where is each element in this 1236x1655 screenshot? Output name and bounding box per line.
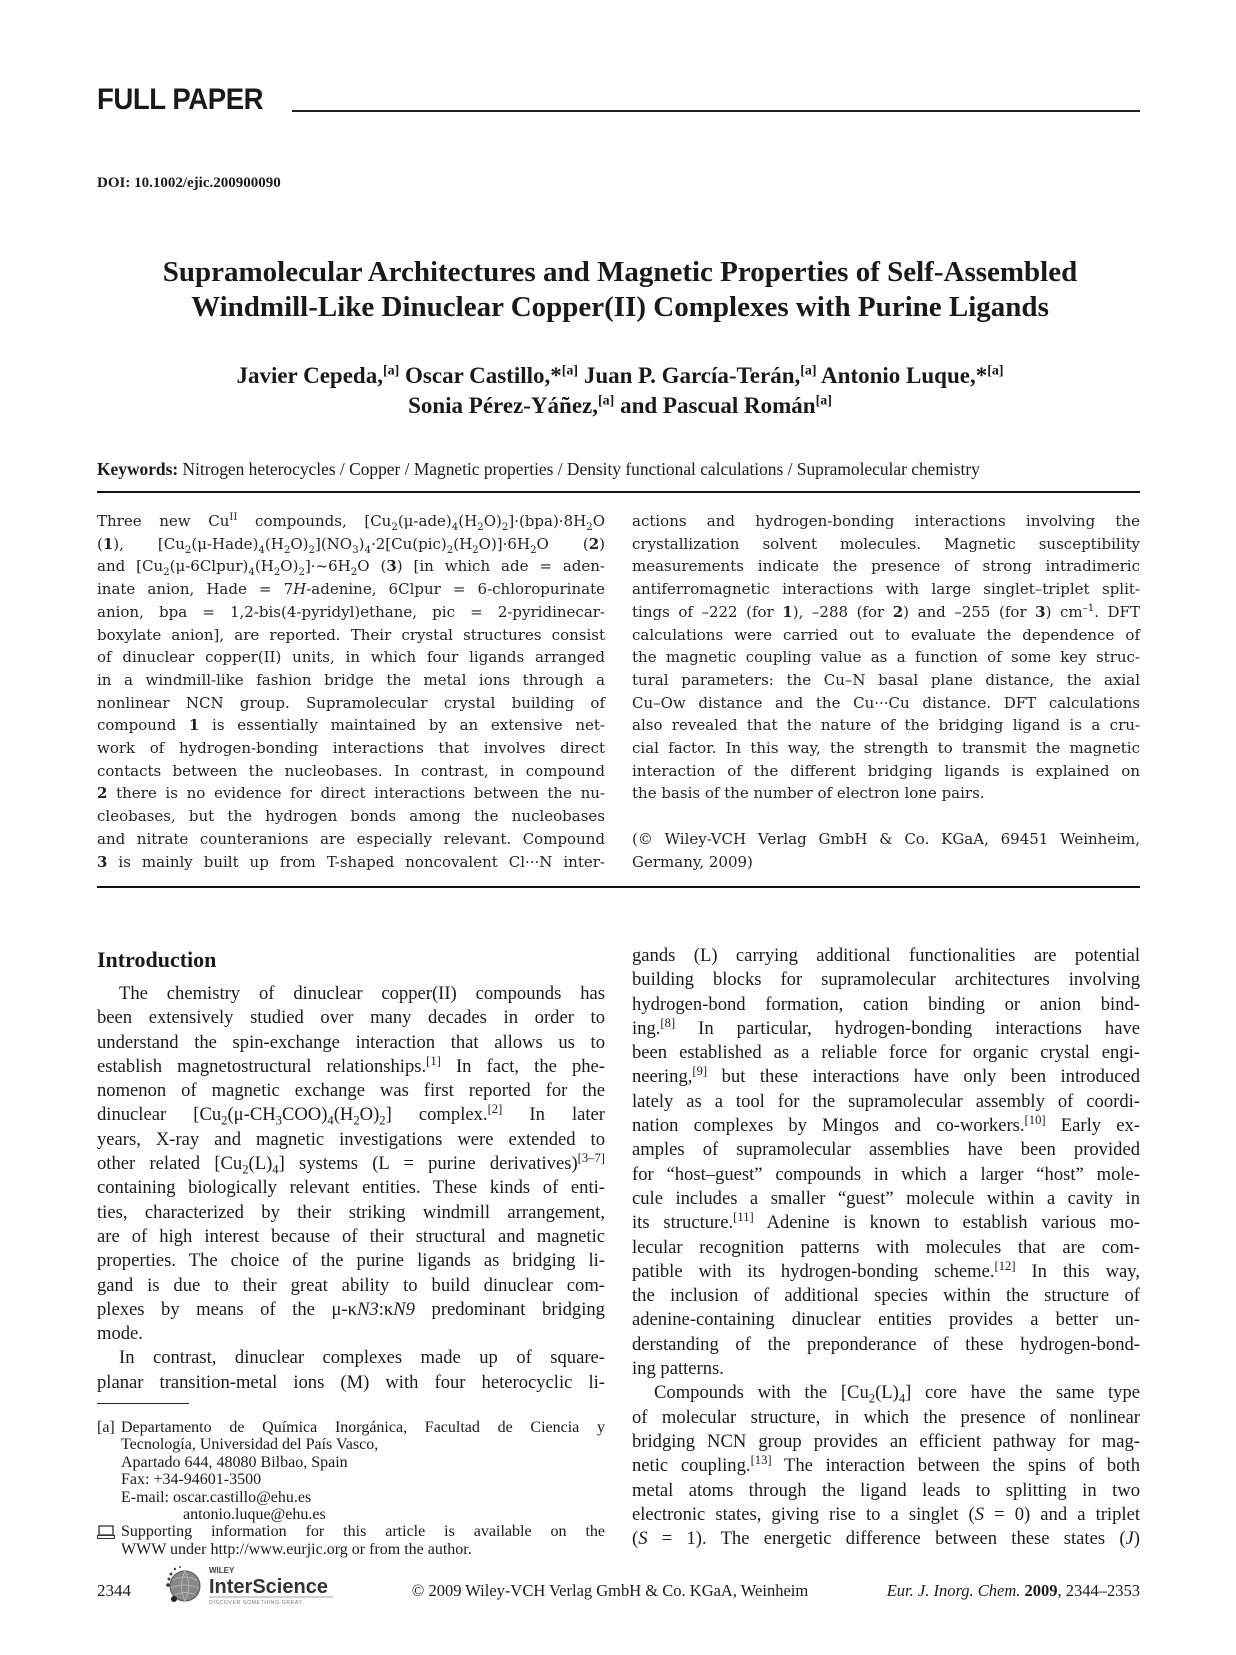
text-line: ing patterns. (632, 1358, 724, 1380)
text-line: and $[Cu_2(\mu-6Clpur)_4(H_2O)_2]\cdot\sim 6H_2O$ (3) [in which ade = aden- (97, 557, 606, 579)
text-line: anion, bpa = 1,2-bis(4-pyridyl)ethane, pic = 2-pyridinecar- (97, 602, 605, 621)
email-line-2[interactable]: antonio.luque@ehu.es (183, 1506, 326, 1524)
journal-pages: , 2344–2353 (1057, 1581, 1140, 1600)
author-list (90, 361, 1150, 421)
text-line: lately as a tool for the supramolecular assembly of coordi- (632, 1090, 1140, 1112)
affiliation-line: Departamento de Química Inorgánica, Facultad de Ciencia y (121, 1419, 605, 1436)
text-line: of molecular structure, in which the presence of nonlinear (632, 1406, 1140, 1428)
text-line: compound 1 is essentially maintained by an extensive net- (97, 716, 605, 735)
abstract-rule (97, 886, 1140, 888)
footnote-rule (97, 1403, 189, 1404)
text-line: gands (L) carrying additional functionalities are potential (632, 945, 1140, 966)
text-line: patible with its hydrogen-bonding scheme.[12] In this way, (632, 1258, 1140, 1282)
text-line: boxylate anion], are reported. Their crystal structures consist (97, 625, 605, 644)
text-line: The chemistry of dinuclear copper(II) compounds has (119, 983, 605, 1004)
text-line: ties, characterized by their striking windmill arrangement, (97, 1201, 605, 1223)
keywords-text: Nitrogen heterocycles / Copper / Magnetic properties / Density functional calculations / Supramolecular chemistry (182, 459, 980, 479)
text-line: In contrast, dinuclear complexes made up of square- (119, 1347, 605, 1369)
text-line: been extensively studied over many decades in order to (97, 1007, 605, 1029)
text-line: dinuclear $[Cu_2(\mu-CH_3COO)_4(H_2O)_2]$ complex.[2] In later (97, 1102, 605, 1129)
text-line: containing biologically relevant entities. These kinds of enti- (97, 1177, 605, 1199)
logo-wiley-text: WILEY (209, 1566, 235, 1575)
text-line: mode. (97, 1323, 143, 1345)
text-line: of dinuclear copper(II) units, in which four ligands arranged (97, 648, 605, 667)
supporting-info-line[interactable]: WWW under http://www.eurjic.org or from the author. (121, 1540, 472, 1558)
title-line: Supramolecular Architectures and Magnetic Properties of Self-Assembled (162, 256, 1078, 288)
text-line: adenine-containing dinuclear entities provides a better un- (632, 1309, 1140, 1331)
paragraph-gap (632, 805, 1140, 828)
text-line: measurements indicate the presence of strong intradimeric (632, 557, 1140, 576)
text-line: netic coupling.[13] The interaction between the spins of both (632, 1453, 1140, 1477)
article-title (90, 255, 1150, 325)
text-line: plexes by means of the μ-κN3:κN9 predominant bridging (97, 1298, 605, 1320)
text-line: the magnetic coupling value as a function of some key struc- (632, 648, 1140, 667)
text-line: tings of –222 (for 1), –288 (for 2) and –255 (for 3) $cm^{-1}$. DFT (632, 602, 1140, 621)
abstract-column-right (632, 510, 1140, 873)
text-line: Three new $Cu^{II}$ compounds, $[Cu_2(\mu-ade)_4(H_2O)_2]\cdot(bpa)\cdot 8H_2O$ (97, 512, 605, 533)
section-heading-introduction: Introduction (97, 947, 217, 972)
text-line: properties. The choice of the purine ligands as bridging li- (97, 1250, 605, 1272)
text-line: for “host–guest” compounds in which a larger “host” mole- (632, 1163, 1140, 1185)
email-line[interactable]: E-mail: oscar.castillo@ehu.es (121, 1488, 312, 1506)
supporting-info-line: Supporting information for this article is available on the (121, 1523, 605, 1541)
text-line: electronic states, giving rise to a singlet (S = 0) and a triplet (632, 1503, 1140, 1525)
logo-interscience-text: InterScience (209, 1576, 328, 1598)
text-line: interaction of the different bridging ligands is explained on (632, 761, 1140, 780)
text-line: 2 there is no evidence for direct interactions between the nu- (97, 784, 605, 803)
wiley-interscience-logo (165, 1562, 345, 1606)
text-line: cule includes a smaller “guest” molecule within a cavity in (632, 1187, 1140, 1209)
authors-line: Javier Cepeda,[a] Oscar Castillo,*[a] Juan P. García-Terán,[a] Antonio Luque,*[a] (236, 363, 1004, 388)
text-line: work of hydrogen-bonding interactions that involves direct (97, 739, 605, 758)
text-line: and nitrate counteranions are especially relevant. Compound (97, 829, 605, 848)
text-line: crystallization solvent molecules. Magnetic susceptibility (632, 534, 1140, 553)
text-line: the inclusion of additional species within the structure of (632, 1285, 1140, 1307)
text-line: establish magnetostructural relationships.[1] In fact, the phe- (97, 1053, 605, 1077)
affiliation-line: Tecnología, Universidad del País Vasco, (121, 1436, 379, 1454)
text-line: neering,[9] but these interactions have only been introduced (632, 1064, 1140, 1088)
text-line: in a windmill-like fashion bridge the metal ions through a (97, 670, 605, 689)
text-line: Cu–Ow distance and the Cu···Cu distance. DFT calculations (632, 693, 1140, 712)
introduction-column-right (632, 944, 1140, 1551)
page-number: 2344 (97, 1581, 131, 1600)
fax-line: Fax: +34-94601-3500 (121, 1471, 262, 1489)
text-line: (S = 1). The energetic difference between these states (J) (632, 1528, 1140, 1550)
text-line: tural parameters: the Cu–N basal plane distance, the axial (632, 670, 1140, 689)
logo-tagline: DISCOVER SOMETHING GREAT (209, 1600, 303, 1606)
authors-line: Sonia Pérez-Yáñez,[a] and Pascual Román[a] (408, 393, 832, 418)
text-line: Germany, 2009) (632, 852, 753, 871)
text-line: its structure.[11] Adenine is known to establish various mo- (632, 1210, 1140, 1234)
journal-citation (887, 1580, 1140, 1602)
text-line: (© Wiley-VCH Verlag GmbH & Co. KGaA, 69451 Weinheim, (632, 829, 1140, 848)
text-line: Compounds with the $[Cu_2(L)_4]$ core have the same type (654, 1382, 1140, 1407)
text-line: also revealed that the nature of the bridging ligand is a cru- (632, 716, 1140, 735)
text-line: been established as a reliable force for organic crystal engi- (632, 1042, 1140, 1064)
text-line: understand the spin-exchange interaction that allows us to (97, 1031, 605, 1053)
text-line: cleobases, but the hydrogen bonds among the nucleobases (97, 807, 605, 826)
footnotes (97, 1419, 605, 1558)
affiliation-footnote (97, 1419, 605, 1523)
text-line: inate anion, Hade = 7H-adenine, 6Clpur = 6-chloropurinate (97, 580, 605, 599)
computer-icon (97, 1525, 115, 1539)
journal-name: Eur. J. Inorg. Chem. (886, 1581, 1021, 1600)
text-line: nonlinear NCN group. Supramolecular crystal building of (97, 693, 605, 712)
text-line: derstanding of the preponderance of these hydrogen-bond- (632, 1333, 1140, 1355)
text-line: ing.[8] In particular, hydrogen-bonding interactions have (632, 1015, 1140, 1039)
title-line: Windmill-Like Dinuclear Copper(II) Complexes with Purine Ligands (191, 291, 1049, 323)
supporting-info-note (97, 1523, 605, 1558)
text-line: metal atoms through the ligand leads to splitting in two (632, 1479, 1140, 1501)
text-line: amples of supramolecular assemblies have been provided (632, 1139, 1140, 1161)
keywords-label: Keywords: (97, 459, 179, 479)
abstract-column-left (97, 510, 605, 873)
text-line: the basis of the number of electron lone pairs. (632, 784, 985, 803)
text-line: are of high interest because of their structural and magnetic (97, 1225, 605, 1247)
text-line: bridging NCN group provides an efficient pathway for mag- (632, 1430, 1140, 1452)
text-line: (1), $[Cu_2(\mu-Hade)_4(H_2O)_2](NO_3)_4\cdot 2[Cu(pic)_2(H_2O)]\cdot 6H_2O$ (2) (97, 534, 605, 556)
text-line: planar transition-metal ions (M) with four heterocyclic li- (97, 1371, 605, 1393)
text-line: antiferromagnetic interactions with large singlet–triplet split- (632, 580, 1140, 599)
text-line: nation complexes by Mingos and co-workers.[10] Early ex- (632, 1112, 1141, 1137)
text-line: cial factor. In this way, the strength to transmit the magnetic (632, 739, 1140, 758)
text-line: other related $[Cu_2(L)_4]$ systems (L = purine derivatives)[3–7] (97, 1150, 605, 1177)
keywords (97, 458, 1140, 480)
journal-year: 2009 (1024, 1581, 1058, 1600)
header-rule (292, 110, 1140, 112)
text-line: lecular recognition patterns with molecules that are com- (632, 1236, 1140, 1258)
footer-copyright: © 2009 Wiley-VCH Verlag GmbH & Co. KGaA, Weinheim (411, 1581, 809, 1600)
text-line: calculations were carried out to evaluate the dependence of (632, 625, 1140, 644)
globe-icon (165, 1562, 345, 1606)
doi[interactable]: DOI: 10.1002/ejic.200900090 (97, 175, 281, 191)
text-line: nomenon of magnetic exchange was first reported for the (97, 1080, 605, 1102)
text-line: gand is due to their great ability to build dinuclear com- (97, 1274, 605, 1296)
text-line: hydrogen-bond formation, cation binding or anion bind- (632, 993, 1140, 1015)
keywords-rule (97, 491, 1140, 493)
text-line: actions and hydrogen-bonding interactions involving the (632, 512, 1140, 530)
text-line: 3 is mainly built up from T-shaped noncovalent Cl···N inter- (97, 852, 605, 871)
text-line: building blocks for supramolecular architectures involving (632, 969, 1140, 991)
section-label: FULL PAPER (97, 83, 264, 116)
text-line: years, X-ray and magnetic investigations were extended to (97, 1128, 605, 1150)
text-line: contacts between the nucleobases. In contrast, in compound (97, 761, 605, 780)
introduction-column-left (97, 982, 605, 1395)
affiliation-line: Apartado 644, 48080 Bilbao, Spain (121, 1453, 348, 1471)
footnote-mark: [a] (97, 1419, 115, 1436)
